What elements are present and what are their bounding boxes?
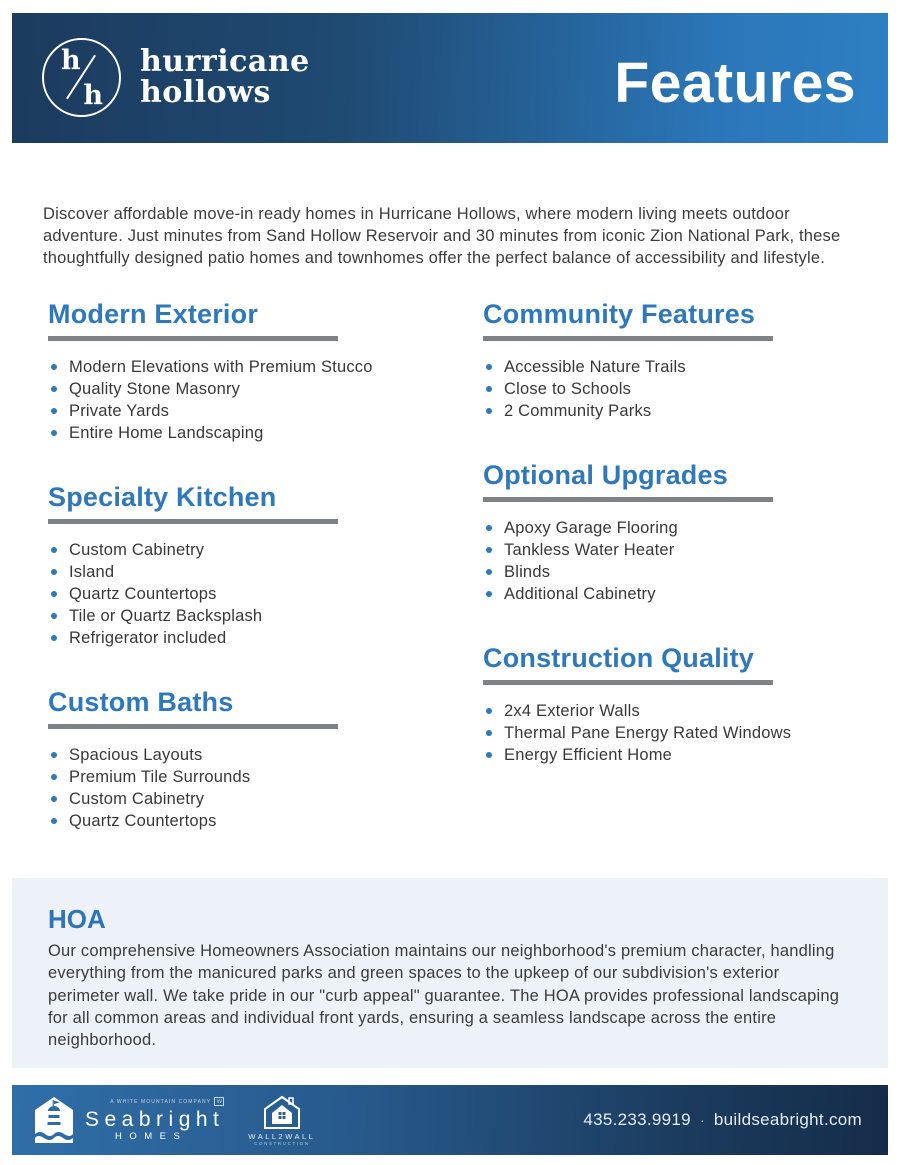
section-underline [483,680,773,685]
section-title: Specialty Kitchen [48,482,277,512]
seabright-wordmark [85,1097,224,1143]
list-item [48,356,483,378]
bullet-icon [486,386,492,392]
bullet-icon [486,525,492,531]
bullet-icon [486,708,492,714]
list-item [48,378,483,400]
bullet-icon [51,635,57,641]
footer-contact [583,1110,862,1130]
list-item-text: Quartz Countertops [69,812,217,830]
list-item [483,400,858,422]
list-item-text: Tile or Quartz Backsplash [69,607,263,625]
feature-list [483,356,858,422]
intro-paragraph: Discover affordable move-in ready homes in Hurricane Hollows, where modern living meets outdoor adventure. Just minutes from Sand Hollow Reservoir and 30 minutes from iconic Zion National Park, these thoughtfully designed patio homes and townhomes offer the perfect balance of accessibility and lifestyle. [43,204,841,268]
section-title: Construction Quality [483,643,755,673]
logo-monogram-bottom: h [83,80,103,111]
bullet-icon [51,613,57,619]
bullet-icon [51,569,57,575]
hoa-paragraph: Our comprehensive Homeowners Association maintains our neighborhood's premium character, handling everything from the manicured parks and green spaces to the upkeep of our subdivision's exterior perimeter wall. We take pride in our "curb appeal" guarantee. The HOA provides professional landscaping for all common areas and individual front yards, ensuring a seamless landscape across the entire neighborhood. [48,942,840,1050]
section-underline [483,336,773,341]
bullet-icon [486,547,492,553]
bullet-icon [51,430,57,436]
list-item [483,583,858,605]
wall2wall-house-icon [261,1094,303,1130]
feature-list [483,517,858,605]
list-item [48,583,483,605]
section-title: Modern Exterior [48,299,259,329]
list-item-text: Custom Cabinetry [69,790,205,808]
list-item-text: Island [69,563,115,581]
section-specialty-kitchen [48,480,483,649]
list-item-text: Entire Home Landscaping [69,424,264,442]
lighthouse-icon [34,1096,74,1144]
list-item-text: Apoxy Garage Flooring [504,519,678,537]
bullet-icon [51,547,57,553]
section-underline [48,724,338,729]
list-item-text: Accessible Nature Trails [504,358,686,376]
list-item [483,356,858,378]
list-item-text: Energy Efficient Home [504,746,673,764]
feature-list [483,700,858,766]
tagline-text: A WHITE MOUNTAIN COMPANY [110,1098,212,1105]
bullet-icon [51,591,57,597]
list-item [48,766,483,788]
wall2wall-name: WALL2WALL [248,1131,316,1141]
list-item-text: Private Yards [69,402,170,420]
list-item [483,539,858,561]
section-underline [48,519,338,524]
list-item [48,788,483,810]
list-item-text: Close to Schools [504,380,632,398]
section-underline [48,336,338,341]
list-item [483,378,858,400]
seabright-homes-label: HOMES [115,1131,188,1142]
brand-line2: hollows [140,75,271,110]
list-item-text: Spacious Layouts [69,746,203,764]
bullet-icon [486,408,492,414]
w-badge-icon: W [214,1097,224,1106]
bullet-icon [51,752,57,758]
wall2wall-construction-label: CONSTRUCTION [254,1140,310,1146]
hurricane-hollows-logo-icon [42,38,121,117]
page-title: Features [614,51,856,115]
wall2wall-logo [248,1094,315,1147]
bullet-icon [486,591,492,597]
bullet-icon [486,730,492,736]
list-item [48,744,483,766]
list-item-text: Custom Cabinetry [69,541,205,559]
brand-wordmark [140,46,310,108]
list-item [48,400,483,422]
phone-number[interactable]: 435.233.9919 [583,1110,691,1129]
list-item [483,700,858,722]
brand-line1: hurricane [140,44,310,79]
bullet-icon [486,569,492,575]
seabright-name: Seabright [85,1108,225,1131]
feature-columns [48,297,858,868]
footer-logos [34,1094,315,1147]
list-item-text: Premium Tile Surrounds [69,768,251,786]
section-title: Community Features [483,299,756,329]
list-item [48,627,483,649]
left-column [48,297,483,868]
feature-list [48,539,483,649]
section-community-features [483,297,858,422]
bullet-icon [486,752,492,758]
section-underline [483,497,773,502]
section-custom-baths [48,685,483,832]
section-modern-exterior [48,297,483,444]
list-item-text: Quartz Countertops [69,585,217,603]
feature-list [48,356,483,444]
list-item [48,810,483,832]
list-item-text: Quality Stone Masonry [69,380,241,398]
section-construction-quality [483,641,858,766]
hoa-title: HOA [48,904,106,934]
list-item-text: Blinds [504,563,551,581]
right-column [483,297,858,868]
hoa-panel [12,878,888,1068]
bullet-icon [51,818,57,824]
list-item-text: Additional Cabinetry [504,585,656,603]
list-item [483,517,858,539]
section-optional-upgrades [483,458,858,605]
seabright-tagline [85,1097,224,1106]
footer-banner [12,1085,888,1155]
bullet-icon [51,796,57,802]
website-link[interactable]: buildseabright.com [713,1110,862,1129]
section-title: Optional Upgrades [483,460,728,490]
list-item-text: Modern Elevations with Premium Stucco [69,358,373,376]
list-item [48,605,483,627]
bullet-icon [51,364,57,370]
bullet-icon [51,774,57,780]
list-item-text: Tankless Water Heater [504,541,675,559]
list-item-text: 2x4 Exterior Walls [504,702,640,720]
feature-list [48,744,483,832]
contact-separator: · [699,1112,705,1128]
list-item [483,561,858,583]
bullet-icon [51,386,57,392]
header-banner [12,13,888,143]
list-item [48,561,483,583]
bullet-icon [51,408,57,414]
section-title: Custom Baths [48,687,234,717]
list-item-text: Refrigerator included [69,629,227,647]
logo-monogram-top: h [61,45,81,76]
bullet-icon [486,364,492,370]
list-item [483,744,858,766]
list-item [48,539,483,561]
list-item [48,422,483,444]
list-item-text: Thermal Pane Energy Rated Windows [504,724,792,742]
list-item-text: 2 Community Parks [504,402,652,420]
list-item [483,722,858,744]
